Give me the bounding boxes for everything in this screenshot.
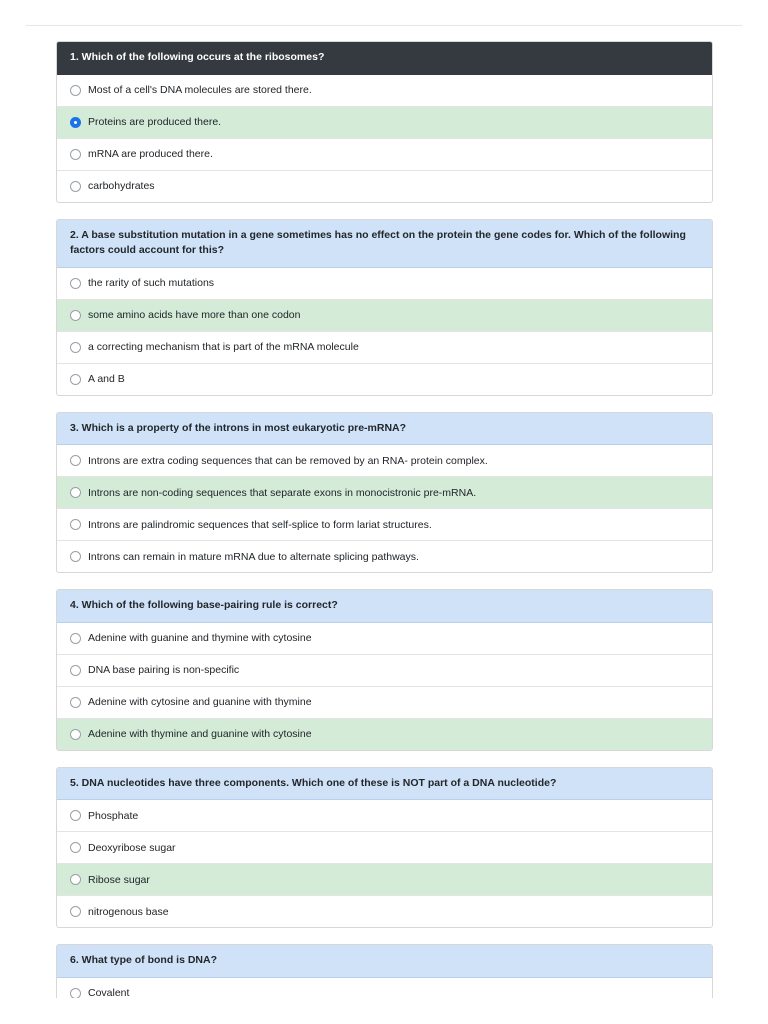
answer-option[interactable]	[57, 508, 712, 540]
radio-icon[interactable]	[70, 810, 81, 821]
option-label: A and B	[88, 373, 125, 385]
question-text: 5. DNA nucleotides have three components. Which one of these is NOT part of a DNA nucleotide?	[57, 768, 712, 801]
radio-icon[interactable]	[70, 519, 81, 530]
radio-icon[interactable]	[70, 665, 81, 676]
answer-option[interactable]	[57, 540, 712, 572]
option-label: mRNA are produced there.	[88, 148, 213, 160]
option-label: Proteins are produced there.	[88, 116, 222, 128]
question-card	[56, 944, 713, 998]
radio-icon[interactable]	[70, 149, 81, 160]
radio-icon[interactable]	[70, 181, 81, 192]
answer-option-correct[interactable]	[57, 476, 712, 508]
option-label: Deoxyribose sugar	[88, 841, 176, 854]
question-card	[56, 767, 713, 929]
question-text: 1. Which of the following occurs at the ribosomes?	[57, 42, 712, 75]
answer-option[interactable]	[57, 831, 712, 863]
option-label: Most of a cell's DNA molecules are stored there.	[88, 84, 312, 96]
option-label: Covalent	[88, 987, 130, 998]
option-list	[57, 978, 712, 999]
option-list	[57, 75, 712, 202]
option-label: Introns are palindromic sequences that self-splice to form lariat structures.	[88, 518, 432, 531]
option-label: a correcting mechanism that is part of the mRNA molecule	[88, 341, 359, 353]
option-label: Introns are non-coding sequences that separate exons in monocistronic pre-mRNA.	[88, 486, 477, 499]
answer-option[interactable]	[57, 800, 712, 831]
answer-option[interactable]	[57, 895, 712, 927]
radio-icon[interactable]	[70, 697, 81, 708]
answer-option-correct[interactable]	[57, 106, 712, 138]
quiz-list	[56, 41, 713, 998]
answer-option-correct[interactable]	[57, 718, 712, 750]
option-label: the rarity of such mutations	[88, 277, 215, 289]
radio-icon[interactable]	[70, 906, 81, 917]
radio-icon[interactable]	[70, 551, 81, 562]
answer-option[interactable]	[57, 363, 712, 395]
radio-icon[interactable]	[70, 874, 81, 885]
option-list	[57, 445, 712, 572]
answer-option[interactable]	[57, 138, 712, 170]
option-label: Adenine with thymine and guanine with cytosine	[88, 728, 312, 740]
radio-icon[interactable]	[70, 278, 81, 289]
answer-option-correct[interactable]	[57, 863, 712, 895]
answer-option[interactable]	[57, 170, 712, 202]
answer-option[interactable]	[57, 686, 712, 718]
radio-icon[interactable]	[70, 374, 81, 385]
option-label: Phosphate	[88, 809, 139, 822]
option-list	[57, 623, 712, 750]
option-label: nitrogenous base	[88, 905, 169, 918]
answer-option[interactable]	[57, 445, 712, 476]
option-label: Ribose sugar	[88, 873, 150, 886]
question-card	[56, 589, 713, 751]
question-text: 2. A base substitution mutation in a gene sometimes has no effect on the protein the gene codes for. Which of the following factors could account for this?	[57, 220, 712, 268]
radio-icon[interactable]	[70, 342, 81, 353]
radio-icon[interactable]	[70, 487, 81, 498]
radio-icon[interactable]	[70, 633, 81, 644]
question-text: 4. Which of the following base-pairing rule is correct?	[57, 590, 712, 623]
answer-option[interactable]	[57, 75, 712, 106]
question-card	[56, 219, 713, 396]
answer-option[interactable]	[57, 268, 712, 299]
top-divider	[26, 25, 742, 26]
radio-icon[interactable]	[70, 85, 81, 96]
option-list	[57, 268, 712, 395]
answer-option[interactable]	[57, 978, 712, 999]
question-card	[56, 41, 713, 203]
question-text: 6. What type of bond is DNA?	[57, 945, 712, 978]
radio-icon[interactable]	[70, 310, 81, 321]
option-label: carbohydrates	[88, 180, 155, 192]
answer-option[interactable]	[57, 654, 712, 686]
option-label: Adenine with cytosine and guanine with thymine	[88, 696, 312, 708]
option-label: Introns can remain in mature mRNA due to alternate splicing pathways.	[88, 550, 419, 563]
answer-option-correct[interactable]	[57, 299, 712, 331]
question-text: 3. Which is a property of the introns in most eukaryotic pre-mRNA?	[57, 413, 712, 446]
answer-option[interactable]	[57, 331, 712, 363]
option-label: DNA base pairing is non-specific	[88, 664, 240, 676]
radio-icon[interactable]	[70, 988, 81, 999]
question-card	[56, 412, 713, 574]
option-label: some amino acids have more than one codon	[88, 309, 301, 321]
radio-icon[interactable]	[70, 842, 81, 853]
answer-option[interactable]	[57, 623, 712, 654]
option-label: Adenine with guanine and thymine with cytosine	[88, 632, 312, 644]
radio-icon[interactable]	[70, 455, 81, 466]
radio-selected-icon[interactable]	[70, 117, 81, 128]
radio-icon[interactable]	[70, 729, 81, 740]
option-label: Introns are extra coding sequences that can be removed by an RNA- protein complex.	[88, 454, 488, 467]
option-list	[57, 800, 712, 927]
